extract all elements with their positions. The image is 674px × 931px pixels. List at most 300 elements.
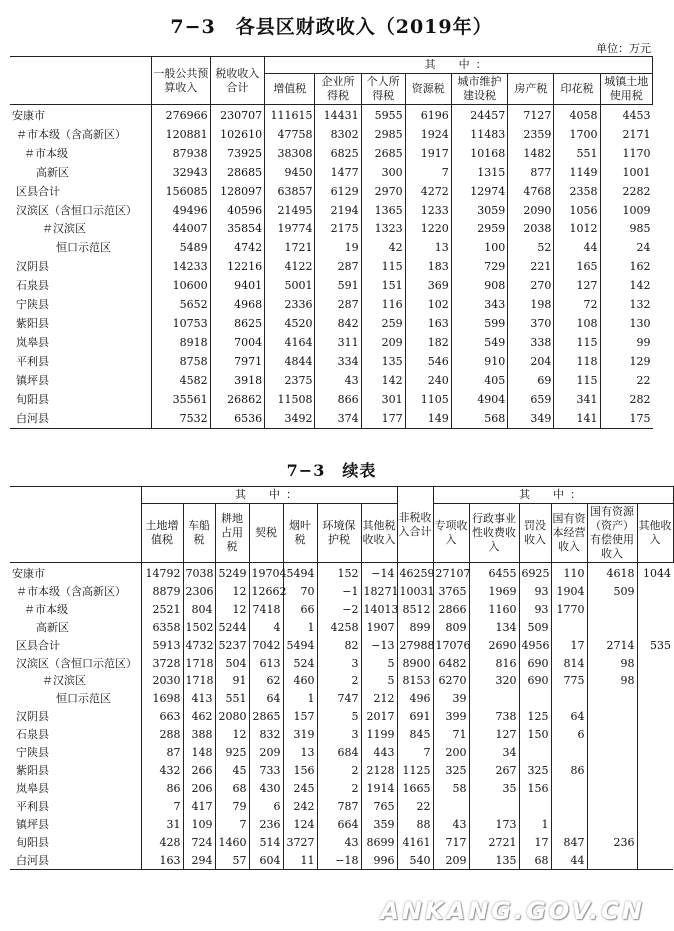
- table-cell: 142: [361, 372, 405, 391]
- table-cell: 325: [519, 762, 551, 780]
- table-cell: 42: [361, 239, 405, 258]
- table-cell: 388: [183, 726, 215, 744]
- table-cell: 14013: [361, 601, 397, 619]
- table-row: [10, 655, 673, 673]
- table-cell: [637, 708, 673, 726]
- table-row: [10, 601, 673, 619]
- table-cell: 504: [215, 655, 249, 673]
- table-cell: 4164: [265, 334, 315, 353]
- col-header: 耕地占用税: [215, 504, 249, 563]
- table-cell: 430: [249, 780, 283, 798]
- table-cell: 1924: [405, 126, 451, 145]
- table-cell: 1160: [469, 601, 519, 619]
- col-header: 城市维护建设税: [451, 74, 508, 105]
- row-label: ＃市本级: [24, 146, 68, 160]
- table-cell: 230707: [210, 105, 265, 126]
- row-label: 安康市: [12, 109, 45, 122]
- table-cell: 6: [249, 798, 283, 816]
- table-cell: 691: [397, 708, 433, 726]
- table-cell: 38308: [265, 145, 315, 164]
- table-cell: 163: [405, 315, 451, 334]
- table-cell: 370: [508, 315, 554, 334]
- table-cell: 7004: [210, 334, 265, 353]
- table-cell: 7: [141, 798, 183, 816]
- table-cell: 1721: [265, 239, 315, 258]
- table-cell: 816: [469, 655, 519, 673]
- table-cell: 5652: [151, 296, 210, 315]
- table-cell: 10031: [397, 583, 433, 601]
- table-cell: 1315: [451, 164, 508, 183]
- table-cell: 4582: [151, 372, 210, 391]
- table-row: [10, 334, 653, 353]
- table-cell: 568: [451, 410, 508, 429]
- table-cell: 690: [519, 672, 551, 690]
- table-cell: 1917: [405, 145, 451, 164]
- col-header: 印花税: [554, 74, 600, 105]
- table-cell: [551, 780, 587, 798]
- table-cell: 157: [283, 708, 317, 726]
- table-cell: 1460: [215, 834, 249, 852]
- col-header: 环境保护税: [317, 504, 361, 563]
- table-cell: [587, 762, 637, 780]
- table-cell: 182: [405, 334, 451, 353]
- table-cell: 1502: [183, 619, 215, 637]
- table-cell: [637, 798, 673, 816]
- table-cell: 14792: [141, 563, 183, 583]
- table-cell: 546: [405, 353, 451, 372]
- table-cell: 142: [600, 277, 652, 296]
- table-cell: 341: [554, 391, 600, 410]
- table-cell: 135: [361, 353, 405, 372]
- table-cell: 2: [317, 672, 361, 690]
- table-cell: 6129: [315, 183, 361, 202]
- row-label: 紫阳县: [16, 763, 49, 777]
- table-cell: 12: [215, 726, 249, 744]
- table-cell: 3765: [433, 583, 469, 601]
- table-cell: 175: [600, 410, 652, 429]
- table-cell: 109: [183, 816, 215, 834]
- table-cell: 7418: [249, 601, 283, 619]
- table-cell: 156085: [151, 183, 210, 202]
- table-row: [10, 353, 653, 372]
- table-row: [10, 690, 673, 708]
- table-cell: 1969: [469, 583, 519, 601]
- table-cell: 2128: [361, 762, 397, 780]
- table-cell: [637, 583, 673, 601]
- table-cell: −14: [361, 563, 397, 583]
- col-header: 专项收入: [433, 504, 469, 563]
- table-cell: 2714: [587, 637, 637, 655]
- table-cell: 134: [469, 619, 519, 637]
- table-cell: 1233: [405, 202, 451, 221]
- row-label: 汉阴县: [16, 260, 49, 274]
- table-cell: 6196: [405, 105, 451, 126]
- continued-title: 7−3 续表: [286, 461, 377, 480]
- table-cell: 814: [551, 655, 587, 673]
- row-label: 白河县: [10, 852, 141, 870]
- table-cell: 10600: [151, 277, 210, 296]
- table-cell: 1009: [600, 202, 652, 221]
- table-cell: 294: [183, 852, 215, 870]
- table-cell: 4122: [265, 258, 315, 277]
- table-cell: 842: [315, 315, 361, 334]
- row-label: 汉阴县: [16, 710, 49, 724]
- table-cell: 3918: [210, 372, 265, 391]
- table-cell: [637, 780, 673, 798]
- table-cell: 866: [315, 391, 361, 410]
- table-cell: 1001: [600, 164, 652, 183]
- table-cell: 4058: [554, 105, 600, 126]
- table-cell: 5: [317, 708, 361, 726]
- table-cell: 7042: [249, 637, 283, 655]
- table-cell: 128097: [210, 183, 265, 202]
- table-cell: [587, 816, 637, 834]
- table-row: [10, 410, 653, 429]
- table-cell: 11: [283, 852, 317, 870]
- table-cell: 432: [141, 762, 183, 780]
- table-cell: 163: [141, 852, 183, 870]
- table-cell: 551: [554, 145, 600, 164]
- table-cell: [587, 619, 637, 637]
- table-cell: 10753: [151, 315, 210, 334]
- table-cell: 22: [600, 372, 652, 391]
- table-cell: 540: [397, 852, 433, 870]
- table-cell: 804: [183, 601, 215, 619]
- table-cell: 1365: [361, 202, 405, 221]
- table-cell: 10168: [451, 145, 508, 164]
- table-cell: 270: [508, 277, 554, 296]
- table-cell: 9401: [210, 277, 265, 296]
- col-header: 烟叶税: [283, 504, 317, 563]
- table-cell: 5001: [265, 277, 315, 296]
- table-cell: 115: [361, 258, 405, 277]
- table-cell: 4: [249, 619, 283, 637]
- table-cell: 613: [249, 655, 283, 673]
- table-cell: 5: [361, 672, 397, 690]
- table-cell: 115: [554, 334, 600, 353]
- table-cell: 44007: [151, 220, 210, 239]
- table-row: [10, 164, 653, 183]
- table-cell: 173: [469, 816, 519, 834]
- table-cell: 690: [519, 655, 551, 673]
- table-cell: 1323: [361, 220, 405, 239]
- col-header: 资源税: [405, 74, 451, 105]
- table-cell: 282: [600, 391, 652, 410]
- table-cell: 152: [317, 563, 361, 583]
- col-header: 一般公共预算收入: [151, 57, 210, 105]
- table-cell: 663: [141, 708, 183, 726]
- table-cell: 24: [600, 239, 652, 258]
- table-cell: 4453: [600, 105, 652, 126]
- row-label: ＃市本级（含高新区）: [16, 584, 126, 598]
- table-cell: 57: [215, 852, 249, 870]
- table-cell: 443: [361, 744, 397, 762]
- table-cell: 7: [215, 816, 249, 834]
- table-cell: 374: [315, 410, 361, 429]
- table-cell: 8512: [397, 601, 433, 619]
- table-cell: 1105: [405, 391, 451, 410]
- table-cell: 12974: [451, 183, 508, 202]
- table-cell: 399: [433, 708, 469, 726]
- table-cell: 4618: [587, 563, 637, 583]
- table-cell: 4968: [210, 296, 265, 315]
- table-row: [10, 708, 673, 726]
- table-cell: [637, 834, 673, 852]
- table-row: [10, 391, 653, 410]
- table-cell: 1012: [554, 220, 600, 239]
- table-cell: 2194: [315, 202, 361, 221]
- table-cell: [469, 798, 519, 816]
- table-row: [10, 780, 673, 798]
- table-cell: 98: [587, 655, 637, 673]
- table-cell: 102: [405, 296, 451, 315]
- table-cell: 2690: [469, 637, 519, 655]
- table-cell: 129: [600, 353, 652, 372]
- row-label: ＃汉滨区: [42, 674, 86, 688]
- table-cell: 765: [361, 798, 397, 816]
- table-cell: [637, 672, 673, 690]
- table-cell: [551, 619, 587, 637]
- table-cell: 733: [249, 762, 283, 780]
- table-cell: 118: [554, 353, 600, 372]
- table-cell: 2521: [141, 601, 183, 619]
- table-cell: 5494: [283, 637, 317, 655]
- table-row: [10, 744, 673, 762]
- table-cell: 149: [405, 410, 451, 429]
- row-header-corner: [10, 57, 151, 105]
- table-cell: 7: [397, 744, 433, 762]
- table-cell: 4768: [508, 183, 554, 202]
- table-cell: 300: [361, 164, 405, 183]
- table-cell: 8918: [151, 334, 210, 353]
- table-cell: 124: [283, 816, 317, 834]
- table-cell: 1: [519, 816, 551, 834]
- table-cell: [637, 762, 673, 780]
- table-cell: 17: [551, 637, 587, 655]
- table-cell: 110: [551, 563, 587, 583]
- table-cell: 13: [405, 239, 451, 258]
- col-header: 契税: [249, 504, 283, 563]
- table-cell: 4520: [265, 315, 315, 334]
- table-cell: 6270: [433, 672, 469, 690]
- table-cell: 3: [317, 655, 361, 673]
- table-cell: 1698: [141, 690, 183, 708]
- table-cell: 5: [361, 655, 397, 673]
- table-cell: 32943: [151, 164, 210, 183]
- row-label: 镇坪县: [16, 373, 49, 387]
- table-cell: 66: [283, 601, 317, 619]
- table-cell: 4161: [397, 834, 433, 852]
- table-cell: 236: [587, 834, 637, 852]
- table-cell: 242: [283, 798, 317, 816]
- table-row: [10, 563, 673, 583]
- table-cell: 120881: [151, 126, 210, 145]
- table-cell: 2985: [361, 126, 405, 145]
- table-cell: −18: [317, 852, 361, 870]
- table-cell: [551, 744, 587, 762]
- table-cell: 729: [451, 258, 508, 277]
- table-cell: 91: [215, 672, 249, 690]
- table-cell: 1170: [600, 145, 652, 164]
- table-cell: 996: [361, 852, 397, 870]
- group-header: 其 中：: [265, 57, 653, 74]
- table-cell: 1770: [551, 601, 587, 619]
- table-cell: 93: [519, 601, 551, 619]
- table-cell: [519, 798, 551, 816]
- table-cell: 6455: [469, 563, 519, 583]
- table-cell: 320: [469, 672, 519, 690]
- table-cell: [519, 744, 551, 762]
- table-cell: 8900: [397, 655, 433, 673]
- table-cell: 524: [283, 655, 317, 673]
- table-cell: 35854: [210, 220, 265, 239]
- table-cell: 73925: [210, 145, 265, 164]
- col-header: 国有资本经营收入: [551, 504, 587, 563]
- table-cell: 7038: [183, 563, 215, 583]
- table-cell: 2080: [215, 708, 249, 726]
- table-row: [10, 258, 653, 277]
- table-cell: 87: [141, 744, 183, 762]
- table-cell: 130: [600, 315, 652, 334]
- table-cell: 19: [315, 239, 361, 258]
- table-cell: 908: [451, 277, 508, 296]
- table-cell: 62: [249, 672, 283, 690]
- table-cell: 3727: [283, 834, 317, 852]
- table-cell: 11508: [265, 391, 315, 410]
- table-cell: 319: [283, 726, 317, 744]
- table-cell: 35561: [151, 391, 210, 410]
- table-cell: 209: [249, 744, 283, 762]
- table-cell: 8758: [151, 353, 210, 372]
- table-row: [10, 315, 653, 334]
- table-cell: 17: [519, 834, 551, 852]
- table-cell: −13: [361, 637, 397, 655]
- table-cell: 206: [183, 780, 215, 798]
- col-header: 国有资源（资产）有偿使用收入: [587, 504, 637, 563]
- row-label: 石泉县: [16, 279, 49, 293]
- row-label: ＃市本级: [24, 602, 68, 616]
- table-cell: 496: [397, 690, 433, 708]
- table-cell: 5955: [361, 105, 405, 126]
- table-cell: [637, 744, 673, 762]
- table-cell: 1: [283, 690, 317, 708]
- table-cell: 910: [451, 353, 508, 372]
- row-header-corner: [10, 487, 141, 563]
- table-cell: 551: [215, 690, 249, 708]
- table-cell: 7532: [151, 410, 210, 429]
- table-cell: 535: [637, 637, 673, 655]
- table-cell: 1220: [405, 220, 451, 239]
- table-cell: [519, 690, 551, 708]
- table-cell: 266: [183, 762, 215, 780]
- table-cell: 1700: [554, 126, 600, 145]
- table-cell: 5237: [215, 637, 249, 655]
- table-cell: 2336: [265, 296, 315, 315]
- table-cell: 2721: [469, 834, 519, 852]
- table-cell: 148: [183, 744, 215, 762]
- table-cell: 12662: [249, 583, 283, 601]
- table-row: [10, 277, 653, 296]
- row-label: 石泉县: [16, 728, 49, 742]
- table-cell: 21495: [265, 202, 315, 221]
- table-cell: 462: [183, 708, 215, 726]
- table-cell: 5489: [151, 239, 210, 258]
- table-cell: 156: [519, 780, 551, 798]
- table-cell: 5913: [141, 637, 183, 655]
- table-cell: 4844: [265, 353, 315, 372]
- table-cell: 2959: [451, 220, 508, 239]
- table-cell: 86: [141, 780, 183, 798]
- table-cell: 26862: [210, 391, 265, 410]
- table-cell: 209: [361, 334, 405, 353]
- table-cell: 877: [508, 164, 554, 183]
- table-cell: 82: [317, 637, 361, 655]
- table-cell: 2358: [554, 183, 600, 202]
- table-cell: [587, 708, 637, 726]
- table-cell: 100: [451, 239, 508, 258]
- table-cell: 6482: [433, 655, 469, 673]
- table-cell: 68: [519, 852, 551, 870]
- row-label: 汉滨区（含恒口示范区）: [16, 656, 137, 670]
- table-cell: 1125: [397, 762, 433, 780]
- table-cell: 3728: [141, 655, 183, 673]
- row-label: 平利县: [16, 354, 49, 368]
- col-header: 城镇土地使用税: [600, 74, 652, 105]
- table-cell: 1718: [183, 655, 215, 673]
- table-cell: 43: [315, 372, 361, 391]
- table-cell: 6825: [315, 145, 361, 164]
- table-row: [10, 852, 673, 870]
- col-header: 个人所得税: [361, 74, 405, 105]
- table-cell: 664: [317, 816, 361, 834]
- table-cell: 150: [519, 726, 551, 744]
- table-cell: 6536: [210, 410, 265, 429]
- row-label: 恒口示范区: [56, 241, 111, 255]
- table-cell: 2375: [265, 372, 315, 391]
- table-cell: 212: [361, 690, 397, 708]
- table-cell: 52: [508, 239, 554, 258]
- table-cell: 39: [433, 690, 469, 708]
- table-cell: 125: [519, 708, 551, 726]
- table-cell: 221: [508, 258, 554, 277]
- table-cell: 2175: [315, 220, 361, 239]
- table-cell: 13: [283, 744, 317, 762]
- table-cell: 64: [551, 708, 587, 726]
- table-cell: 49496: [151, 202, 210, 221]
- table-cell: 5494: [283, 563, 317, 583]
- col-header: 企业所得税: [315, 74, 361, 105]
- table-cell: 276966: [151, 105, 210, 126]
- table-cell: [637, 816, 673, 834]
- table-cell: 19704: [249, 563, 283, 583]
- table-cell: 460: [283, 672, 317, 690]
- col-header: 土地增值税: [141, 504, 183, 563]
- group-header: 其 中：: [433, 487, 673, 504]
- group-header: 其 中：: [141, 487, 397, 504]
- table-cell: 45: [215, 762, 249, 780]
- table-cell: 4732: [183, 637, 215, 655]
- table-cell: 14431: [315, 105, 361, 126]
- table-row: [10, 145, 653, 164]
- revenue-table-continued: [10, 486, 674, 870]
- table-cell: 240: [405, 372, 451, 391]
- table-cell: 177: [361, 410, 405, 429]
- table-cell: 7127: [508, 105, 554, 126]
- table-cell: 2970: [361, 183, 405, 202]
- table-cell: 2090: [508, 202, 554, 221]
- table-cell: 267: [469, 762, 519, 780]
- table-row: [10, 220, 653, 239]
